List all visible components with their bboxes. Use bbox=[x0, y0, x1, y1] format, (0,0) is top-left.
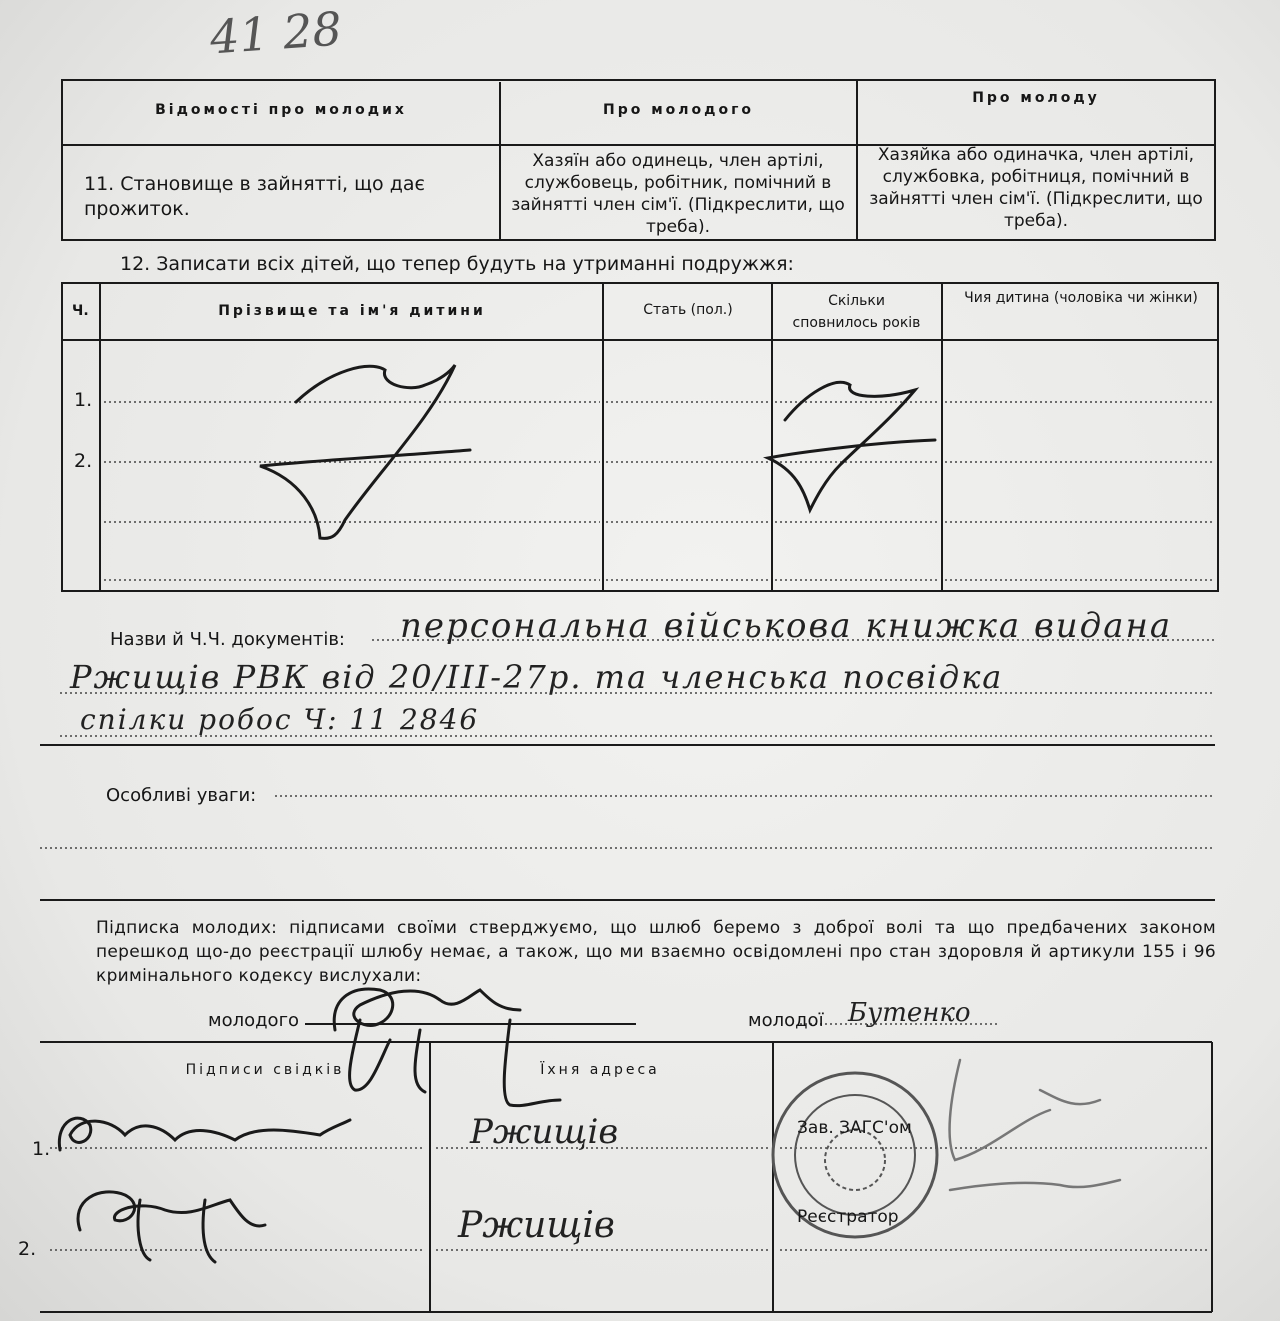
children-row-2: 2. bbox=[74, 450, 93, 472]
witness-address-1: Ржищів bbox=[470, 1112, 619, 1152]
bride-signature: Бутенко bbox=[848, 998, 971, 1028]
witness-col-signatures: Підписи свідків bbox=[185, 1062, 345, 1078]
header-bride: Про молоду bbox=[972, 90, 1100, 106]
groom-signature-label: молодого bbox=[208, 1010, 300, 1031]
children-col-name: Прізвище та ім'я дитини bbox=[218, 303, 486, 319]
documents-line-3: спілки робос Ч: 11 2846 bbox=[80, 703, 480, 736]
children-col-sex: Стать (пол.) bbox=[643, 302, 733, 318]
bride-signature-label: молодої bbox=[748, 1010, 824, 1031]
row11-groom-options: Хазяїн або одинець, член артілі, службовець, робітник, помічний в зайнятті член сім'ї. (Підкреслити, що треба). bbox=[511, 151, 845, 237]
header-groom: Про молодого bbox=[602, 102, 755, 118]
children-instruction: 12. Записати всіх дітей, що тепер будуть на утриманні подружжя: bbox=[120, 253, 794, 275]
documents-label: Назви й Ч.Ч. документів: bbox=[110, 629, 345, 650]
header-spouse-info: Відомості про молодих bbox=[155, 102, 407, 118]
office-registrar-label: Реєстратор bbox=[797, 1207, 899, 1227]
row11-label: 11. Становище в зайнятті, що дає прожиток. bbox=[84, 173, 425, 220]
children-row-1: 1. bbox=[74, 389, 93, 411]
children-col-age: Скільки сповнилось років bbox=[792, 293, 921, 331]
office-head-label: Зав. ЗАГС'ом bbox=[797, 1118, 912, 1138]
documents-line-1: персональна військова книжка видана bbox=[400, 606, 1173, 646]
witness-address-2: Ржищів bbox=[458, 1205, 615, 1246]
handwritten-page-number: 41 28 bbox=[208, 1, 344, 65]
witness-row-1: 1. bbox=[32, 1138, 51, 1160]
remarks-label: Особливі уваги: bbox=[106, 785, 257, 806]
children-col-whose: Чия дитина (чоловіка чи жінки) bbox=[964, 290, 1198, 306]
witness-row-2: 2. bbox=[18, 1238, 37, 1260]
witness-col-address: Їхня адреса bbox=[540, 1062, 660, 1078]
declaration-text: Підписка молодих: підписами своїми стверджуємо, що шлюб беремо з доброї волі та що предбачених законом перешкод що-до реєстрації шлюбу немає, а також, що ми взаємно освідомлені про стан здоровля й артикули 155 і 96 кримінального кодексу вислухали: bbox=[96, 918, 1216, 986]
documents-line-2: Ржищів РВК від 20/III-27р. та членська посвідка bbox=[70, 658, 1004, 696]
row11-bride-options: Хазяйка або одиначка, член артілі, службовка, робітниця, помічний в зайнятті член сім'ї. (Підкреслити, що треба). bbox=[869, 145, 1203, 231]
children-col-number: Ч. bbox=[72, 303, 89, 319]
